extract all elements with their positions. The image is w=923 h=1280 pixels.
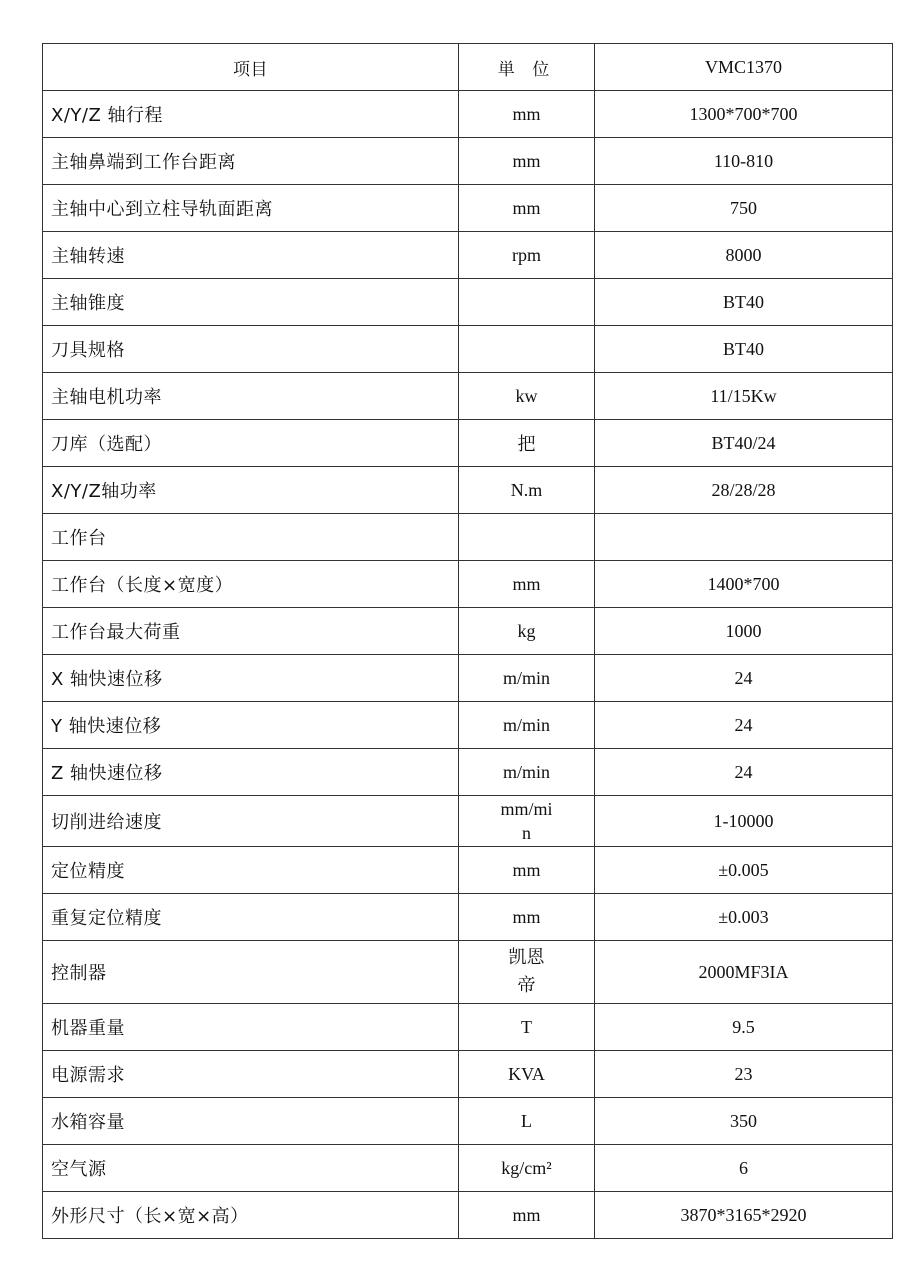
row-item: 外形尺寸（长×宽×高） <box>43 1192 459 1239</box>
header-model: VMC1370 <box>595 44 893 91</box>
row-value: 1000 <box>595 608 893 655</box>
row-unit: T <box>459 1004 595 1051</box>
table-row <box>43 91 893 138</box>
table-header-row <box>43 44 893 91</box>
row-unit <box>459 941 595 1004</box>
table-row <box>43 232 893 279</box>
row-unit: kg <box>459 608 595 655</box>
row-value: BT40/24 <box>595 420 893 467</box>
table-row <box>43 1192 893 1239</box>
row-item: 定位精度 <box>43 847 459 894</box>
row-item: 控制器 <box>43 941 459 1004</box>
table-row <box>43 796 893 847</box>
row-unit: 把 <box>459 420 595 467</box>
row-unit: mm <box>459 138 595 185</box>
row-unit: KVA <box>459 1051 595 1098</box>
table-row <box>43 420 893 467</box>
row-value: 24 <box>595 702 893 749</box>
table-row <box>43 894 893 941</box>
row-unit: kg/cm² <box>459 1145 595 1192</box>
row-item: 主轴中心到立柱导轨面距离 <box>43 185 459 232</box>
row-unit <box>459 279 595 326</box>
row-unit: mm <box>459 561 595 608</box>
row-value: 750 <box>595 185 893 232</box>
table-row <box>43 655 893 702</box>
row-item: 主轴转速 <box>43 232 459 279</box>
table-row <box>43 185 893 232</box>
row-value: 1300*700*700 <box>595 91 893 138</box>
row-unit <box>459 326 595 373</box>
row-item: 工作台最大荷重 <box>43 608 459 655</box>
row-unit: mm <box>459 1192 595 1239</box>
table-row <box>43 847 893 894</box>
table-row <box>43 279 893 326</box>
row-item: Y 轴快速位移 <box>43 702 459 749</box>
table-row <box>43 138 893 185</box>
table-row <box>43 467 893 514</box>
row-value: 9.5 <box>595 1004 893 1051</box>
table-row <box>43 702 893 749</box>
row-item: X 轴快速位移 <box>43 655 459 702</box>
row-value: 2000MF3IA <box>595 941 893 1004</box>
table-row <box>43 326 893 373</box>
row-unit: m/min <box>459 749 595 796</box>
row-unit: m/min <box>459 702 595 749</box>
row-item: 主轴电机功率 <box>43 373 459 420</box>
row-item: 工作台 <box>43 514 459 561</box>
row-unit: mm <box>459 894 595 941</box>
table-row <box>43 941 893 1004</box>
row-unit: L <box>459 1098 595 1145</box>
row-unit <box>459 796 595 847</box>
row-unit-text: 凯恩帝 <box>508 947 545 996</box>
row-value: 3870*3165*2920 <box>595 1192 893 1239</box>
table-row <box>43 1004 893 1051</box>
row-value: 8000 <box>595 232 893 279</box>
row-value: 24 <box>595 749 893 796</box>
table-row <box>43 1051 893 1098</box>
row-item: 工作台（长度×宽度） <box>43 561 459 608</box>
row-value: 23 <box>595 1051 893 1098</box>
row-item: 水箱容量 <box>43 1098 459 1145</box>
row-unit: mm <box>459 91 595 138</box>
row-value: ±0.003 <box>595 894 893 941</box>
row-value: 1400*700 <box>595 561 893 608</box>
row-item: 刀库（选配） <box>43 420 459 467</box>
header-item: 项目 <box>43 44 459 91</box>
row-value: BT40 <box>595 279 893 326</box>
row-unit: kw <box>459 373 595 420</box>
row-value: 24 <box>595 655 893 702</box>
row-unit: rpm <box>459 232 595 279</box>
row-value: 11/15Kw <box>595 373 893 420</box>
row-unit-text: mm/min <box>500 799 553 843</box>
table-row <box>43 749 893 796</box>
row-value: 1-10000 <box>595 796 893 847</box>
table-row <box>43 1145 893 1192</box>
row-value: 110-810 <box>595 138 893 185</box>
row-unit: mm <box>459 185 595 232</box>
table-row <box>43 561 893 608</box>
row-item: Z 轴快速位移 <box>43 749 459 796</box>
row-unit: N.m <box>459 467 595 514</box>
row-item: 机器重量 <box>43 1004 459 1051</box>
row-value: BT40 <box>595 326 893 373</box>
row-value: 6 <box>595 1145 893 1192</box>
row-item: 主轴鼻端到工作台距离 <box>43 138 459 185</box>
row-item: 电源需求 <box>43 1051 459 1098</box>
row-unit <box>459 514 595 561</box>
row-value: 350 <box>595 1098 893 1145</box>
row-item: 切削进给速度 <box>43 796 459 847</box>
row-item: X/Y/Z轴功率 <box>43 467 459 514</box>
spec-table <box>42 43 893 1239</box>
table-row <box>43 608 893 655</box>
row-unit: m/min <box>459 655 595 702</box>
spec-sheet <box>42 43 892 1239</box>
table-row <box>43 373 893 420</box>
row-value: ±0.005 <box>595 847 893 894</box>
row-unit: mm <box>459 847 595 894</box>
row-item: 刀具规格 <box>43 326 459 373</box>
table-row <box>43 514 893 561</box>
header-unit: 単 位 <box>459 44 595 91</box>
row-item: 主轴锥度 <box>43 279 459 326</box>
row-value <box>595 514 893 561</box>
row-item: 重复定位精度 <box>43 894 459 941</box>
row-item: 空气源 <box>43 1145 459 1192</box>
row-item: X/Y/Z 轴行程 <box>43 91 459 138</box>
table-row <box>43 1098 893 1145</box>
row-value: 28/28/28 <box>595 467 893 514</box>
